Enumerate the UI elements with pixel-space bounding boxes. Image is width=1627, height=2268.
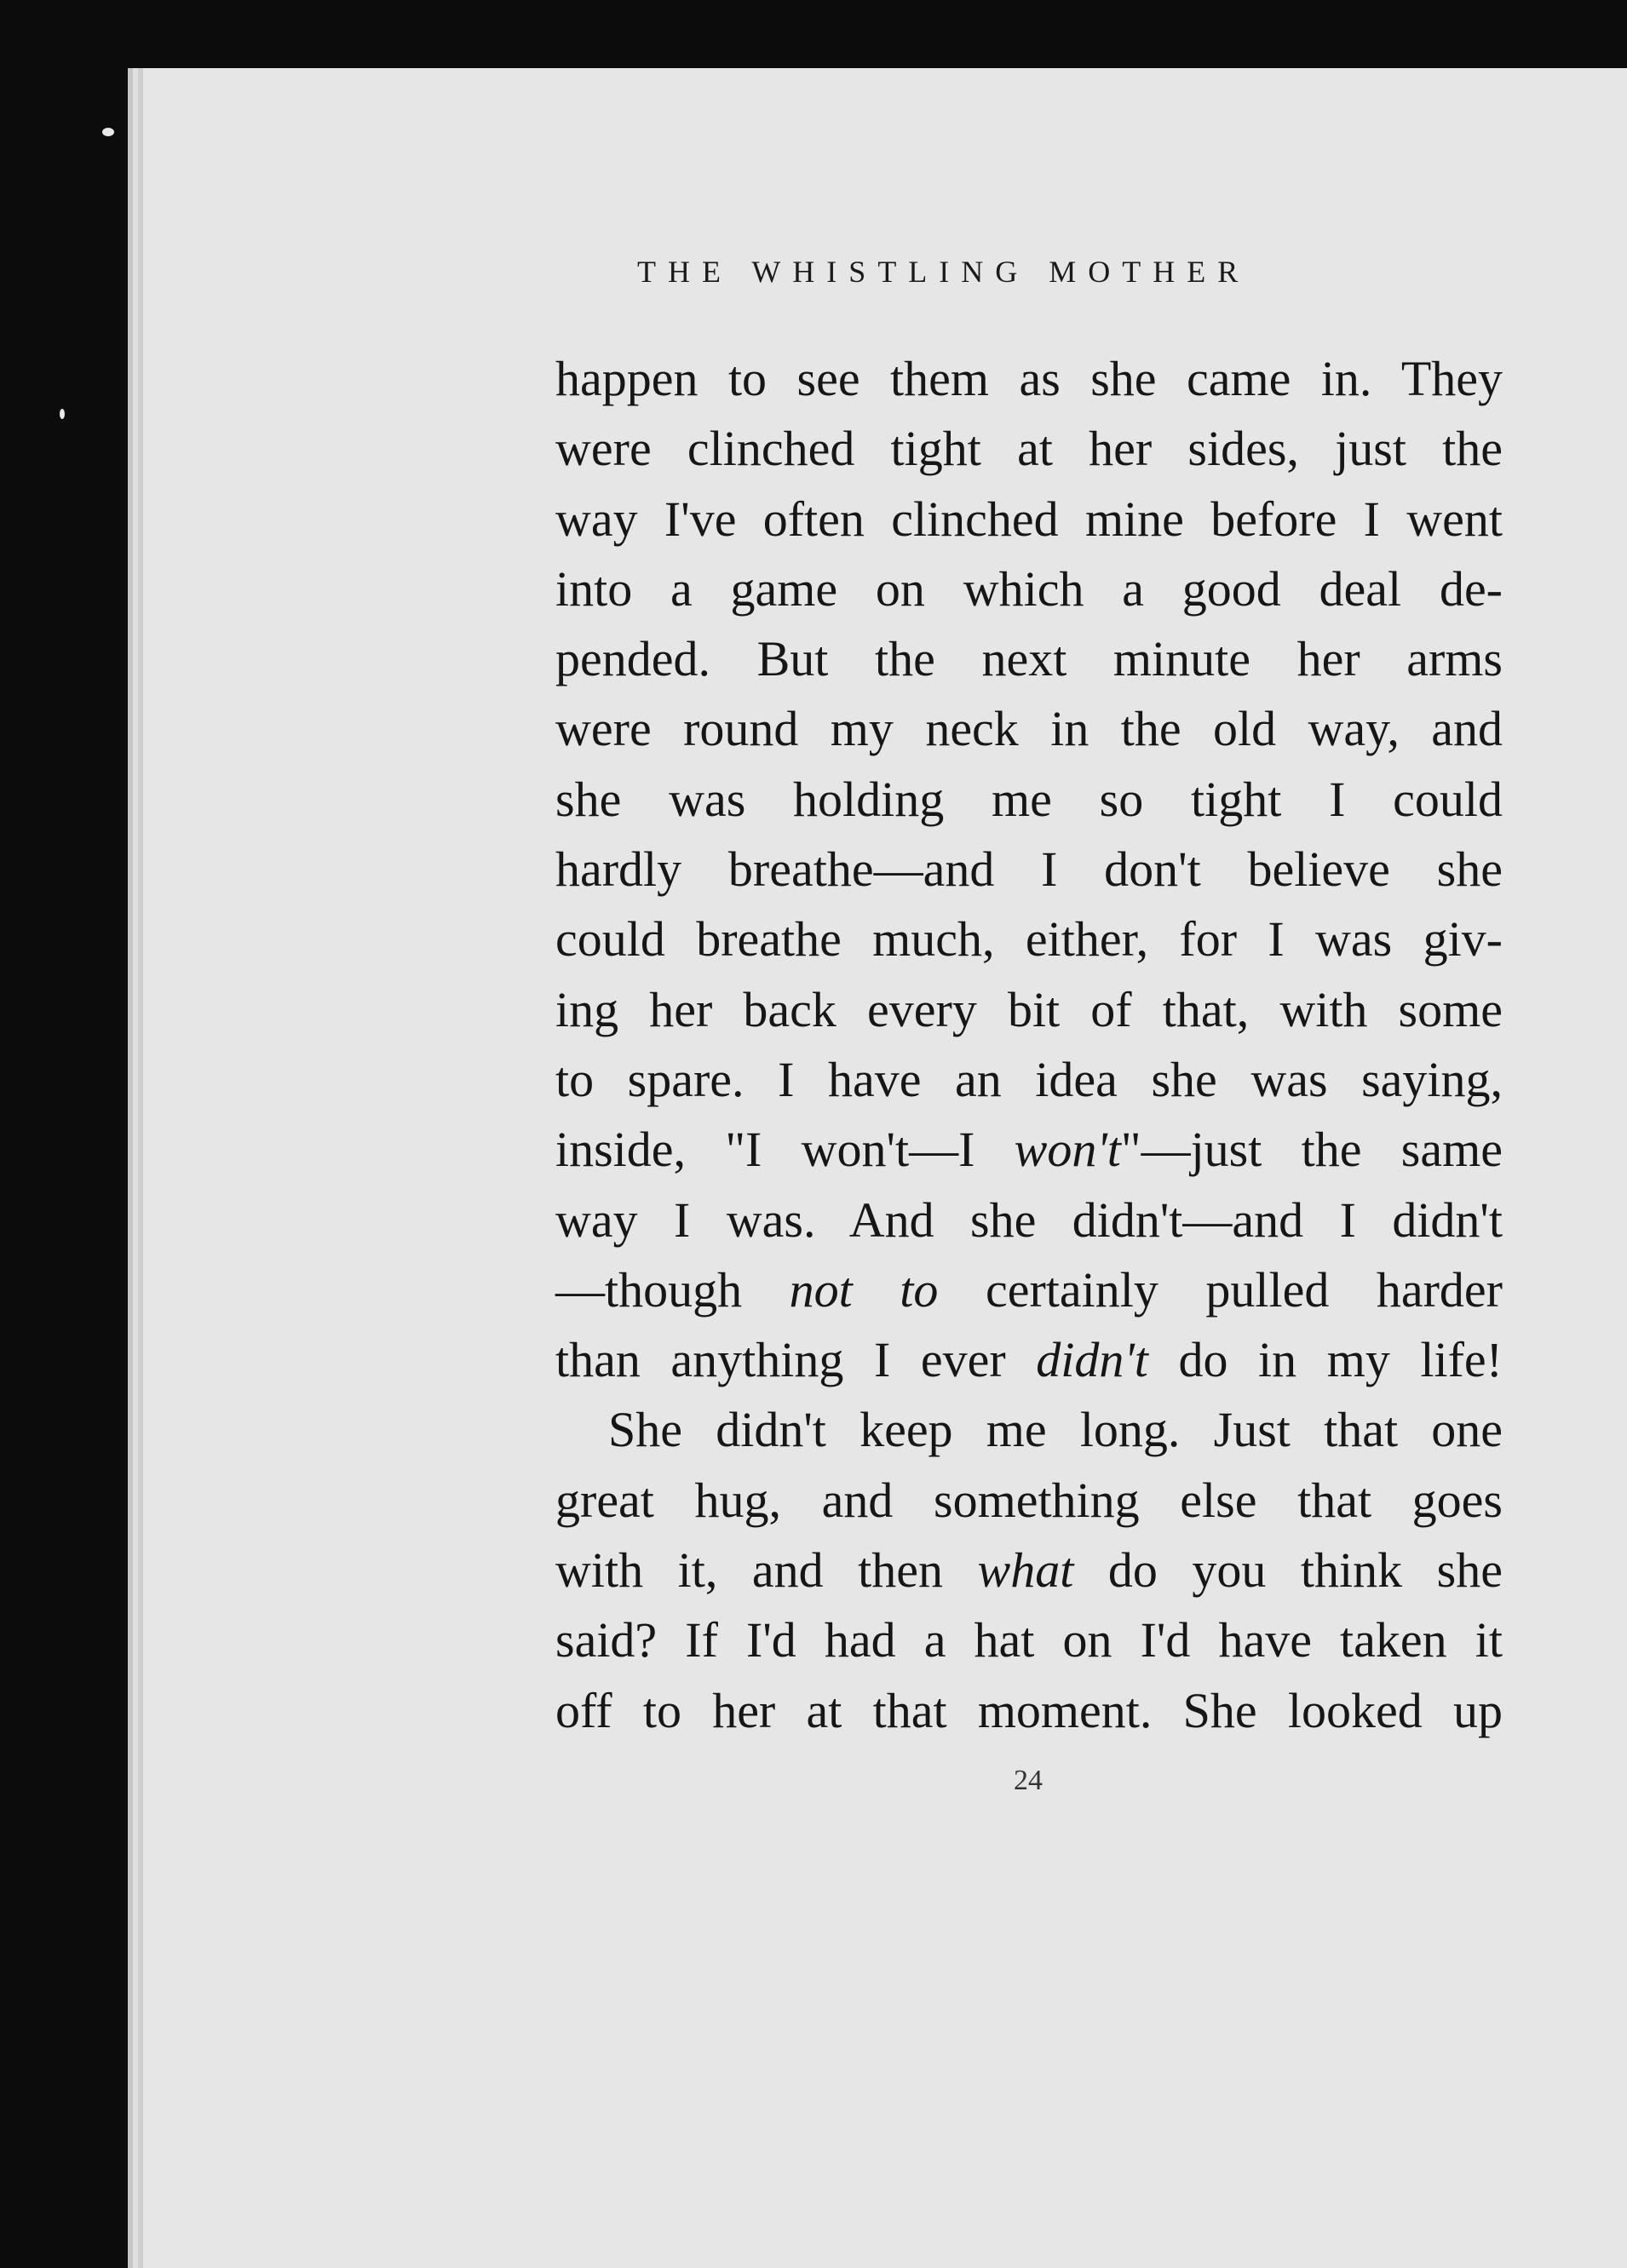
text-line: could breathe much, either, for I was giv- — [555, 911, 1503, 967]
body-text — [555, 344, 1503, 1746]
text-segment: than anything I ever — [555, 1332, 1037, 1388]
text-segment: certainly pulled harder — [938, 1261, 1503, 1318]
text-segment: with it, and then — [555, 1542, 978, 1599]
text-segment: do you think she — [1073, 1542, 1503, 1599]
italic-text: didn't — [1036, 1332, 1148, 1388]
text-line: she was holding me so tight I could — [555, 771, 1503, 827]
italic-text: what — [977, 1542, 1074, 1599]
text-line: happen to see them as she came in. They — [555, 351, 1503, 406]
text-line: off to her at that moment. She looked up — [555, 1682, 1503, 1738]
text-line: She didn't keep me long. Just that one — [608, 1402, 1503, 1458]
text-segment: do in my life! — [1147, 1332, 1503, 1388]
italic-text: won't — [1014, 1122, 1121, 1178]
text-line: pended. But the next minute her arms — [555, 631, 1503, 687]
scan-speck — [102, 128, 114, 136]
text-line: into a game on which a good deal de- — [555, 560, 1503, 617]
page-number: 24 — [1014, 1765, 1043, 1796]
text-line: hardly breathe—and I don't believe she — [555, 841, 1503, 898]
text-line: said? If I'd had a hat on I'd have taken it — [555, 1612, 1503, 1668]
italic-text: not to — [789, 1261, 939, 1318]
text-line — [555, 1115, 1503, 1185]
text-segment: —though — [555, 1261, 790, 1318]
text-segment: "—just the same — [1120, 1122, 1503, 1178]
text-line: were clinched tight at her sides, just the — [555, 421, 1503, 477]
text-line: were round my neck in the old way, and — [555, 701, 1503, 757]
text-line: way I was. And she didn't—and I didn't — [555, 1191, 1503, 1248]
text-line: great hug, and something else that goes — [555, 1472, 1503, 1528]
scan-speck — [60, 409, 65, 419]
text-line — [555, 1325, 1503, 1395]
text-segment: inside, "I won't—I — [555, 1122, 1015, 1178]
text-line — [555, 1536, 1503, 1605]
text-line: ing her back every bit of that, with some — [555, 981, 1503, 1037]
text-line: to spare. I have an idea she was saying, — [555, 1051, 1503, 1107]
running-head: THE WHISTLING MOTHER — [637, 255, 1250, 289]
text-line — [555, 1255, 1503, 1325]
text-line: way I've often clinched mine before I went — [555, 491, 1503, 547]
